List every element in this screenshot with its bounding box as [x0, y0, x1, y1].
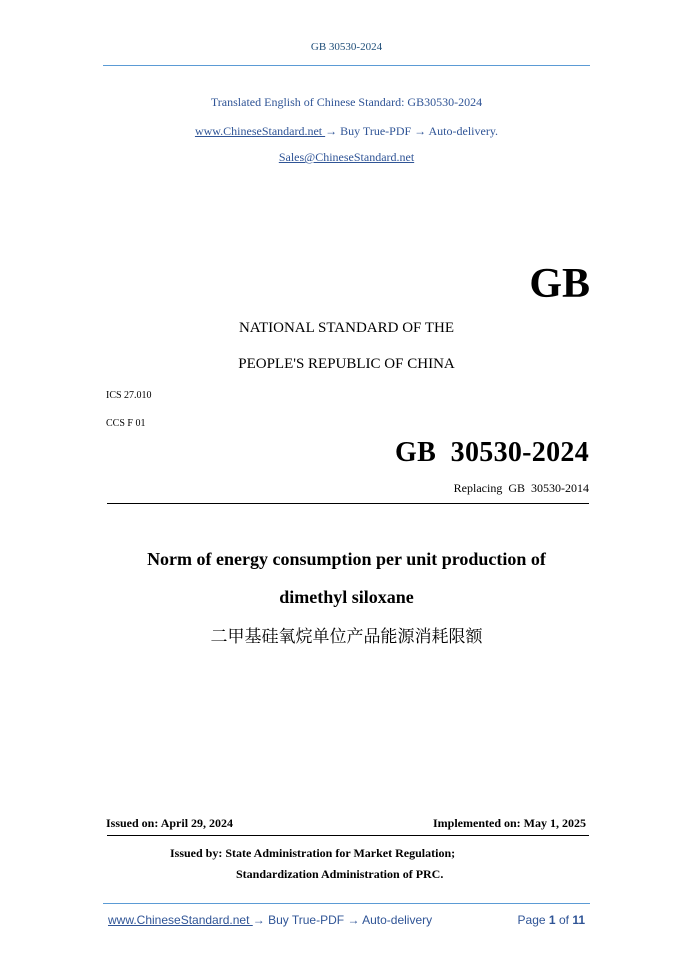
issued-date: Issued on: April 29, 2024 [106, 816, 234, 830]
page-current: 1 [548, 913, 556, 927]
sales-email-link[interactable]: Sales@ChineseStandard.net [278, 150, 415, 164]
footer-promo [108, 913, 432, 927]
ics-code: ICS 27.010 [106, 390, 152, 401]
ccs-code: CCS F 01 [106, 418, 146, 429]
title-english-line2: dimethyl siloxane [279, 587, 414, 607]
page-indicator [518, 913, 585, 927]
national-standard-line1: NATIONAL STANDARD OF THE [238, 320, 455, 336]
page-label: Page [517, 913, 546, 927]
gb-mark: GB [529, 261, 590, 307]
sales-line [0, 150, 693, 165]
replacing-note: Replacing GB 30530-2014 [453, 481, 589, 495]
implemented-date: Implemented on: May 1, 2025 [433, 816, 586, 830]
footer-divider [103, 903, 590, 904]
page-of: of [558, 913, 569, 927]
header-divider [103, 65, 590, 66]
title-english-line1: Norm of energy consumption per unit production of [147, 549, 546, 569]
translation-notice: Translated English of Chinese Standard: GB30530-2024 [210, 95, 483, 109]
national-standard-line2: PEOPLE'S REPUBLIC OF CHINA [238, 356, 455, 372]
running-header-title: GB 30530-2024 [310, 41, 383, 53]
issued-by-line2: Standardization Administration of PRC. [236, 867, 444, 881]
page-total: 11 [572, 913, 585, 927]
title-divider [107, 503, 589, 504]
site-link[interactable]: www.ChineseStandard.net [194, 124, 326, 138]
issue-divider [107, 835, 589, 836]
buy-text: → Buy True-PDF → Auto-delivery. [325, 124, 499, 138]
title-chinese: 二甲基硅氧烷单位产品能源消耗限额 [210, 627, 483, 647]
issued-by-line1: Issued by: State Administration for Market Regulation; [170, 846, 456, 860]
footer-site-link[interactable]: www.ChineseStandard.net [108, 913, 253, 927]
footer-buy-text: → Buy True-PDF → Auto-delivery [252, 913, 433, 927]
promo-buy-line [0, 124, 693, 139]
standard-number: GB 30530-2024 [395, 437, 589, 468]
